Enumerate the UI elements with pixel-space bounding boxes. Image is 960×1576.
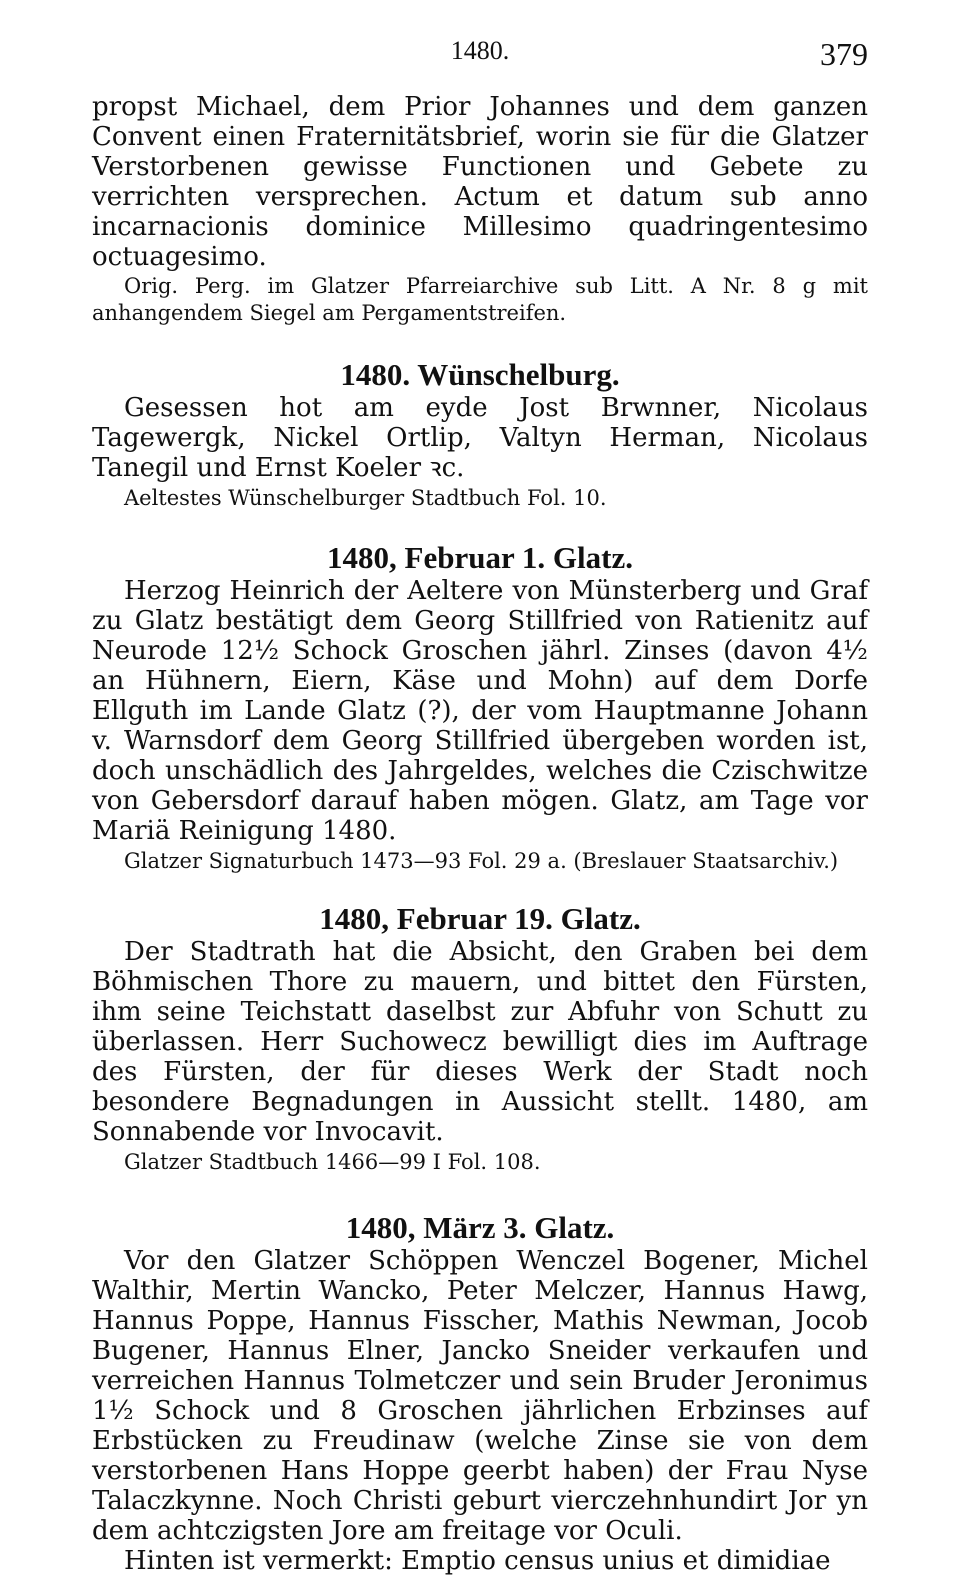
source-note: Glatzer Signaturbuch 1473—93 Fol. 29 a. (Breslauer Staatsarchiv.) xyxy=(124,849,839,873)
entry-text: Vor den Glatzer Schöppen Wenczel Bogener, Michel Walthir, Mertin Wancko, Peter Melczer, Hannus Hawg, Hannus Poppe, Hannus Fisscher, Mathis Newman, Jocob Bugener, Hannus Elner, Jancko Sneider verkaufen und verreichen Hannus Tolmetczer und sein Bruder Jeronimus 1½ Schock und 8 Groschen jährlichen Erbzinses auf Erbstücken zu Freudinaw (welche Zinse sie von dem verstorbenen Hans Hoppe geerbt haben) der Frau Nyse Talaczkynne. Noch Christi geburt vierczehnhundirt Jor yn dem achtczigsten Jore am freitage vor Oculi. xyxy=(92,1246,868,1546)
page-number: 379 xyxy=(820,36,868,72)
source-note: Aeltestes Wünschelburger Stadtbuch Fol. 10. xyxy=(124,486,607,510)
entry-text: Der Stadtrath hat die Absicht, den Graben bei dem Böhmischen Thore zu mauern, und bittet den Fürsten, ihm seine Teichstatt daselbst zur Abfuhr von Schutt zu überlassen. Herr Suchowecz bewilligt dies im Auftrage des Fürsten, der für dieses Werk der Stadt noch besondere Begnadungen in Aussicht stellt. 1480, am Sonnabende vor Invocavit. xyxy=(92,937,868,1147)
entry-continuation xyxy=(92,92,868,327)
entry-heading: 1480, Februar 19. Glatz. xyxy=(319,901,641,936)
page-header xyxy=(92,34,868,74)
entry-februar-19 xyxy=(92,901,868,1176)
source-note: Orig. Perg. im Glatzer Pfarreiarchive sub Litt. A Nr. 8 g mit anhangendem Siegel am Pergamentstreifen. xyxy=(92,274,868,325)
entry-februar-1 xyxy=(92,540,868,875)
entry-text: Gesessen hot am eyde Jost Brwnner, Nicolaus Tagewergk, Nickel Ortlip, Valtyn Herman, Nicolaus Tanegil und Ernst Koeler ꝛc. xyxy=(92,393,868,483)
entry-text: Herzog Heinrich der Aeltere von Münsterberg und Graf zu Glatz bestätigt dem Georg Stillfried von Ratienitz auf Neurode 12½ Schock Groschen jährl. Zinses (davon 4½ an Hühnern, Eiern, Käse und Mohn) auf dem Dorfe Ellguth im Lande Glatz (?), der vom Hauptmanne Johann v. Warnsdorf dem Georg Stillfried übergeben worden ist, doch unschädlich des Jahrgeldes, welches die Czischwitze von Gebersdorf darauf haben mögen. Glatz, am Tage vor Mariä Reinigung 1480. xyxy=(92,576,868,846)
entry-heading: 1480, Februar 1. Glatz. xyxy=(327,540,633,575)
entry-heading: 1480, März 3. Glatz. xyxy=(345,1210,615,1245)
entry-maerz-3 xyxy=(92,1210,868,1576)
entry-heading: 1480. Wünschelburg. xyxy=(340,357,620,392)
running-head: 1480. xyxy=(450,36,510,65)
entry-text-note: Hinten ist vermerkt: Emptio census unius et dimidiae xyxy=(124,1546,831,1576)
page-body xyxy=(92,92,868,1576)
entry-wuenschelburg xyxy=(92,357,868,512)
entry-text: propst Michael, dem Prior Johannes und dem ganzen Convent einen Fraternitätsbrief, worin sie für die Glatzer Verstorbenen gewisse Functionen und Gebete zu verrichten versprechen. Actum et datum sub anno incarnacionis dominice Millesimo quadringentesimo octuagesimo. xyxy=(92,92,868,272)
source-note: Glatzer Stadtbuch 1466—99 I Fol. 108. xyxy=(124,1150,541,1174)
